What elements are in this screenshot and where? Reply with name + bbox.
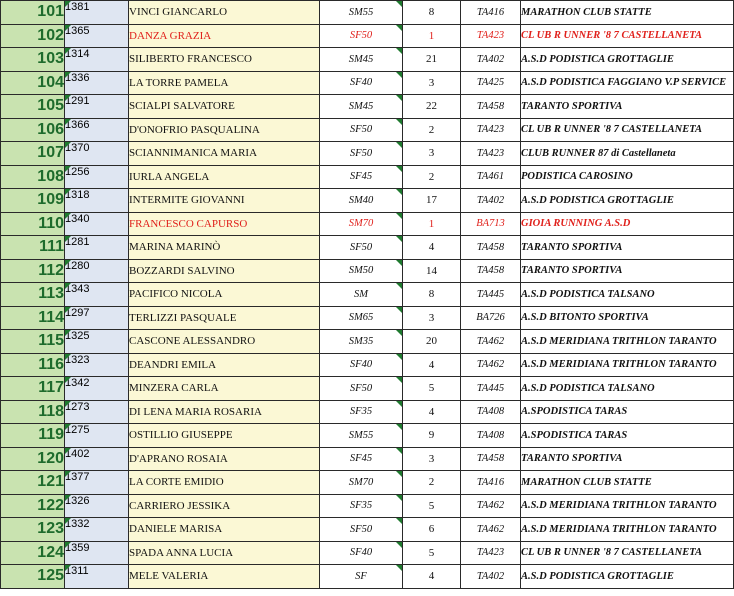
category-cell: SF50 (320, 377, 403, 401)
category-rank-cell: 21 (403, 48, 461, 72)
bib-cell: 1365 (65, 24, 129, 48)
category-rank-cell: 4 (403, 565, 461, 589)
category-rank-cell: 3 (403, 142, 461, 166)
bib-cell: 1291 (65, 95, 129, 119)
club-name-cell: A.S.D MERIDIANA TRITHLON TARANTO (521, 494, 734, 518)
comment-marker-icon (65, 307, 71, 313)
category-cell: SF40 (320, 353, 403, 377)
category-rank-cell: 3 (403, 306, 461, 330)
position-cell: 114 (1, 306, 65, 330)
comment-marker-icon (65, 213, 71, 219)
club-name-cell: TARANTO SPORTIVA (521, 236, 734, 260)
club-code-cell: TA423 (461, 118, 521, 142)
bib-cell: 1340 (65, 212, 129, 236)
club-name-cell: A.S.D PODISTICA TALSANO (521, 377, 734, 401)
category-rank-cell: 5 (403, 541, 461, 565)
bib-cell: 1281 (65, 236, 129, 260)
position-cell: 106 (1, 118, 65, 142)
bib-cell: 1366 (65, 118, 129, 142)
club-name-cell: CL UB R UNNER '8 7 CASTELLANETA (521, 118, 734, 142)
table-row (1, 377, 734, 401)
category-rank-cell: 3 (403, 71, 461, 95)
category-rank-cell: 8 (403, 283, 461, 307)
comment-marker-icon (65, 424, 71, 430)
comment-marker-icon (65, 565, 71, 571)
club-code-cell: TA461 (461, 165, 521, 189)
category-rank-cell: 4 (403, 353, 461, 377)
category-cell: SF50 (320, 142, 403, 166)
position-cell: 121 (1, 471, 65, 495)
athlete-name-cell: D'ONOFRIO PASQUALINA (129, 118, 320, 142)
comment-marker-icon (396, 95, 402, 101)
category-cell: SF45 (320, 165, 403, 189)
comment-marker-icon (65, 25, 71, 31)
bib-cell: 1280 (65, 259, 129, 283)
category-rank-cell: 22 (403, 95, 461, 119)
club-name-cell: A.S.D PODISTICA TALSANO (521, 283, 734, 307)
position-cell: 118 (1, 400, 65, 424)
club-code-cell: TA425 (461, 71, 521, 95)
bib-cell: 1323 (65, 353, 129, 377)
athlete-name-cell: MINZERA CARLA (129, 377, 320, 401)
comment-marker-icon (65, 354, 71, 360)
comment-marker-icon (396, 565, 402, 571)
athlete-name-cell: DANIELE MARISA (129, 518, 320, 542)
comment-marker-icon (396, 377, 402, 383)
bib-cell: 1332 (65, 518, 129, 542)
category-rank-cell: 1 (403, 212, 461, 236)
club-code-cell: TA408 (461, 400, 521, 424)
bib-cell: 1402 (65, 447, 129, 471)
club-code-cell: BA713 (461, 212, 521, 236)
bib-cell: 1256 (65, 165, 129, 189)
comment-marker-icon (396, 166, 402, 172)
category-cell: SF50 (320, 118, 403, 142)
table-row (1, 142, 734, 166)
bib-cell: 1297 (65, 306, 129, 330)
athlete-name-cell: D'APRANO ROSAIA (129, 447, 320, 471)
category-cell: SF45 (320, 447, 403, 471)
category-rank-cell: 3 (403, 447, 461, 471)
athlete-name-cell: CARRIERO JESSIKA (129, 494, 320, 518)
table-row (1, 283, 734, 307)
category-rank-cell: 5 (403, 377, 461, 401)
club-name-cell: A.S.D MERIDIANA TRITHLON TARANTO (521, 353, 734, 377)
club-name-cell: CLUB RUNNER 87 di Castellaneta (521, 142, 734, 166)
athlete-name-cell: LA TORRE PAMELA (129, 71, 320, 95)
category-cell: SM70 (320, 212, 403, 236)
table-row (1, 518, 734, 542)
table-row (1, 189, 734, 213)
position-cell: 108 (1, 165, 65, 189)
position-cell: 119 (1, 424, 65, 448)
club-code-cell: TA408 (461, 424, 521, 448)
athlete-name-cell: INTERMITE GIOVANNI (129, 189, 320, 213)
category-cell: SF40 (320, 71, 403, 95)
table-row (1, 306, 734, 330)
club-code-cell: TA458 (461, 259, 521, 283)
athlete-name-cell: IURLA ANGELA (129, 165, 320, 189)
athlete-name-cell: DEANDRI EMILA (129, 353, 320, 377)
athlete-name-cell: BOZZARDI SALVINO (129, 259, 320, 283)
comment-marker-icon (396, 424, 402, 430)
category-rank-cell: 4 (403, 236, 461, 260)
athlete-name-cell: FRANCESCO CAPURSO (129, 212, 320, 236)
position-cell: 109 (1, 189, 65, 213)
category-rank-cell: 2 (403, 165, 461, 189)
club-name-cell: A.SPODISTICA TARAS (521, 400, 734, 424)
table-row (1, 353, 734, 377)
club-code-cell: TA462 (461, 330, 521, 354)
club-name-cell: MARATHON CLUB STATTE (521, 1, 734, 25)
club-name-cell: GIOIA RUNNING A.S.D (521, 212, 734, 236)
position-cell: 104 (1, 71, 65, 95)
comment-marker-icon (396, 542, 402, 548)
comment-marker-icon (65, 1, 71, 7)
comment-marker-icon (396, 25, 402, 31)
position-cell: 112 (1, 259, 65, 283)
comment-marker-icon (396, 283, 402, 289)
club-code-cell: TA423 (461, 541, 521, 565)
table-row (1, 1, 734, 25)
athlete-name-cell: SILIBERTO FRANCESCO (129, 48, 320, 72)
comment-marker-icon (65, 260, 71, 266)
comment-marker-icon (396, 48, 402, 54)
category-cell: SM70 (320, 471, 403, 495)
bib-cell: 1377 (65, 471, 129, 495)
club-name-cell: A.S.D PODISTICA GROTTAGLIE (521, 565, 734, 589)
club-code-cell: TA416 (461, 471, 521, 495)
club-code-cell: TA462 (461, 353, 521, 377)
club-name-cell: A.S.D MERIDIANA TRITHLON TARANTO (521, 330, 734, 354)
comment-marker-icon (65, 330, 71, 336)
comment-marker-icon (396, 307, 402, 313)
category-rank-cell: 4 (403, 400, 461, 424)
club-name-cell: CL UB R UNNER '8 7 CASTELLANETA (521, 541, 734, 565)
position-cell: 110 (1, 212, 65, 236)
club-name-cell: TARANTO SPORTIVA (521, 447, 734, 471)
category-rank-cell: 1 (403, 24, 461, 48)
club-name-cell: CL UB R UNNER '8 7 CASTELLANETA (521, 24, 734, 48)
comment-marker-icon (396, 448, 402, 454)
category-rank-cell: 2 (403, 118, 461, 142)
table-row (1, 24, 734, 48)
club-code-cell: TA445 (461, 377, 521, 401)
comment-marker-icon (396, 518, 402, 524)
position-cell: 102 (1, 24, 65, 48)
comment-marker-icon (396, 401, 402, 407)
table-row (1, 424, 734, 448)
position-cell: 116 (1, 353, 65, 377)
comment-marker-icon (65, 471, 71, 477)
athlete-name-cell: DANZA GRAZIA (129, 24, 320, 48)
club-code-cell: BA726 (461, 306, 521, 330)
club-name-cell: A.S.D PODISTICA GROTTAGLIE (521, 48, 734, 72)
club-name-cell: A.S.D PODISTICA FAGGIANO V.P SERVICE (521, 71, 734, 95)
club-name-cell: A.S.D PODISTICA GROTTAGLIE (521, 189, 734, 213)
position-cell: 103 (1, 48, 65, 72)
position-cell: 125 (1, 565, 65, 589)
club-code-cell: TA462 (461, 518, 521, 542)
category-cell: SF40 (320, 541, 403, 565)
athlete-name-cell: MARINA MARINÒ (129, 236, 320, 260)
position-cell: 111 (1, 236, 65, 260)
position-cell: 123 (1, 518, 65, 542)
table-row (1, 95, 734, 119)
category-cell: SF50 (320, 518, 403, 542)
category-rank-cell: 14 (403, 259, 461, 283)
club-code-cell: TA458 (461, 95, 521, 119)
club-name-cell: PODISTICA CAROSINO (521, 165, 734, 189)
results-body (1, 1, 734, 589)
comment-marker-icon (65, 119, 71, 125)
comment-marker-icon (396, 354, 402, 360)
bib-cell: 1318 (65, 189, 129, 213)
table-row (1, 471, 734, 495)
comment-marker-icon (65, 283, 71, 289)
table-row (1, 71, 734, 95)
athlete-name-cell: VINCI GIANCARLO (129, 1, 320, 25)
comment-marker-icon (396, 330, 402, 336)
position-cell: 120 (1, 447, 65, 471)
position-cell: 107 (1, 142, 65, 166)
bib-cell: 1381 (65, 1, 129, 25)
bib-cell: 1336 (65, 71, 129, 95)
athlete-name-cell: CASCONE ALESSANDRO (129, 330, 320, 354)
comment-marker-icon (65, 48, 71, 54)
comment-marker-icon (396, 1, 402, 7)
table-row (1, 48, 734, 72)
club-code-cell: TA445 (461, 283, 521, 307)
club-code-cell: TA462 (461, 494, 521, 518)
athlete-name-cell: MELE VALERIA (129, 565, 320, 589)
athlete-name-cell: SCIANNIMANICA MARIA (129, 142, 320, 166)
bib-cell: 1359 (65, 541, 129, 565)
table-row (1, 541, 734, 565)
comment-marker-icon (65, 189, 71, 195)
position-cell: 115 (1, 330, 65, 354)
club-code-cell: TA402 (461, 48, 521, 72)
comment-marker-icon (65, 401, 71, 407)
club-code-cell: TA458 (461, 447, 521, 471)
category-cell: SF35 (320, 494, 403, 518)
bib-cell: 1343 (65, 283, 129, 307)
table-row (1, 118, 734, 142)
position-cell: 113 (1, 283, 65, 307)
category-rank-cell: 8 (403, 1, 461, 25)
comment-marker-icon (65, 72, 71, 78)
comment-marker-icon (65, 495, 71, 501)
table-row (1, 400, 734, 424)
comment-marker-icon (396, 260, 402, 266)
comment-marker-icon (65, 542, 71, 548)
category-cell: SF (320, 565, 403, 589)
bib-cell: 1314 (65, 48, 129, 72)
table-row (1, 494, 734, 518)
category-cell: SM40 (320, 189, 403, 213)
category-cell: SM (320, 283, 403, 307)
comment-marker-icon (396, 471, 402, 477)
table-row (1, 165, 734, 189)
comment-marker-icon (396, 189, 402, 195)
athlete-name-cell: PACIFICO NICOLA (129, 283, 320, 307)
club-name-cell: TARANTO SPORTIVA (521, 95, 734, 119)
table-row (1, 565, 734, 589)
bib-cell: 1311 (65, 565, 129, 589)
athlete-name-cell: LA CORTE EMIDIO (129, 471, 320, 495)
category-rank-cell: 9 (403, 424, 461, 448)
athlete-name-cell: DI LENA MARIA ROSARIA (129, 400, 320, 424)
club-name-cell: A.SPODISTICA TARAS (521, 424, 734, 448)
position-cell: 122 (1, 494, 65, 518)
comment-marker-icon (396, 72, 402, 78)
bib-cell: 1326 (65, 494, 129, 518)
bib-cell: 1273 (65, 400, 129, 424)
comment-marker-icon (65, 166, 71, 172)
bib-cell: 1275 (65, 424, 129, 448)
comment-marker-icon (65, 377, 71, 383)
table-row (1, 259, 734, 283)
bib-cell: 1342 (65, 377, 129, 401)
category-cell: SM55 (320, 424, 403, 448)
club-name-cell: A.S.D BITONTO SPORTIVA (521, 306, 734, 330)
category-cell: SM50 (320, 259, 403, 283)
club-name-cell: MARATHON CLUB STATTE (521, 471, 734, 495)
athlete-name-cell: TERLIZZI PASQUALE (129, 306, 320, 330)
comment-marker-icon (65, 448, 71, 454)
club-code-cell: TA402 (461, 565, 521, 589)
table-row (1, 330, 734, 354)
club-code-cell: TA458 (461, 236, 521, 260)
club-name-cell: A.S.D MERIDIANA TRITHLON TARANTO (521, 518, 734, 542)
athlete-name-cell: OSTILLIO GIUSEPPE (129, 424, 320, 448)
position-cell: 101 (1, 1, 65, 25)
category-cell: SF50 (320, 236, 403, 260)
bib-cell: 1370 (65, 142, 129, 166)
comment-marker-icon (396, 119, 402, 125)
club-name-cell: TARANTO SPORTIVA (521, 259, 734, 283)
bib-cell: 1325 (65, 330, 129, 354)
club-code-cell: TA402 (461, 189, 521, 213)
athlete-name-cell: SCIALPI SALVATORE (129, 95, 320, 119)
club-code-cell: TA423 (461, 24, 521, 48)
position-cell: 124 (1, 541, 65, 565)
comment-marker-icon (396, 236, 402, 242)
table-row (1, 236, 734, 260)
category-rank-cell: 6 (403, 518, 461, 542)
category-cell: SF50 (320, 24, 403, 48)
category-cell: SM65 (320, 306, 403, 330)
comment-marker-icon (396, 142, 402, 148)
table-row (1, 447, 734, 471)
category-rank-cell: 20 (403, 330, 461, 354)
category-rank-cell: 2 (403, 471, 461, 495)
table-row (1, 212, 734, 236)
category-cell: SM35 (320, 330, 403, 354)
comment-marker-icon (65, 236, 71, 242)
comment-marker-icon (396, 213, 402, 219)
comment-marker-icon (65, 518, 71, 524)
category-rank-cell: 17 (403, 189, 461, 213)
position-cell: 105 (1, 95, 65, 119)
comment-marker-icon (65, 95, 71, 101)
position-cell: 117 (1, 377, 65, 401)
category-rank-cell: 5 (403, 494, 461, 518)
athlete-name-cell: SPADA ANNA LUCIA (129, 541, 320, 565)
category-cell: SF35 (320, 400, 403, 424)
category-cell: SM45 (320, 95, 403, 119)
comment-marker-icon (396, 495, 402, 501)
club-code-cell: TA416 (461, 1, 521, 25)
comment-marker-icon (65, 142, 71, 148)
category-cell: SM45 (320, 48, 403, 72)
category-cell: SM55 (320, 1, 403, 25)
club-code-cell: TA423 (461, 142, 521, 166)
